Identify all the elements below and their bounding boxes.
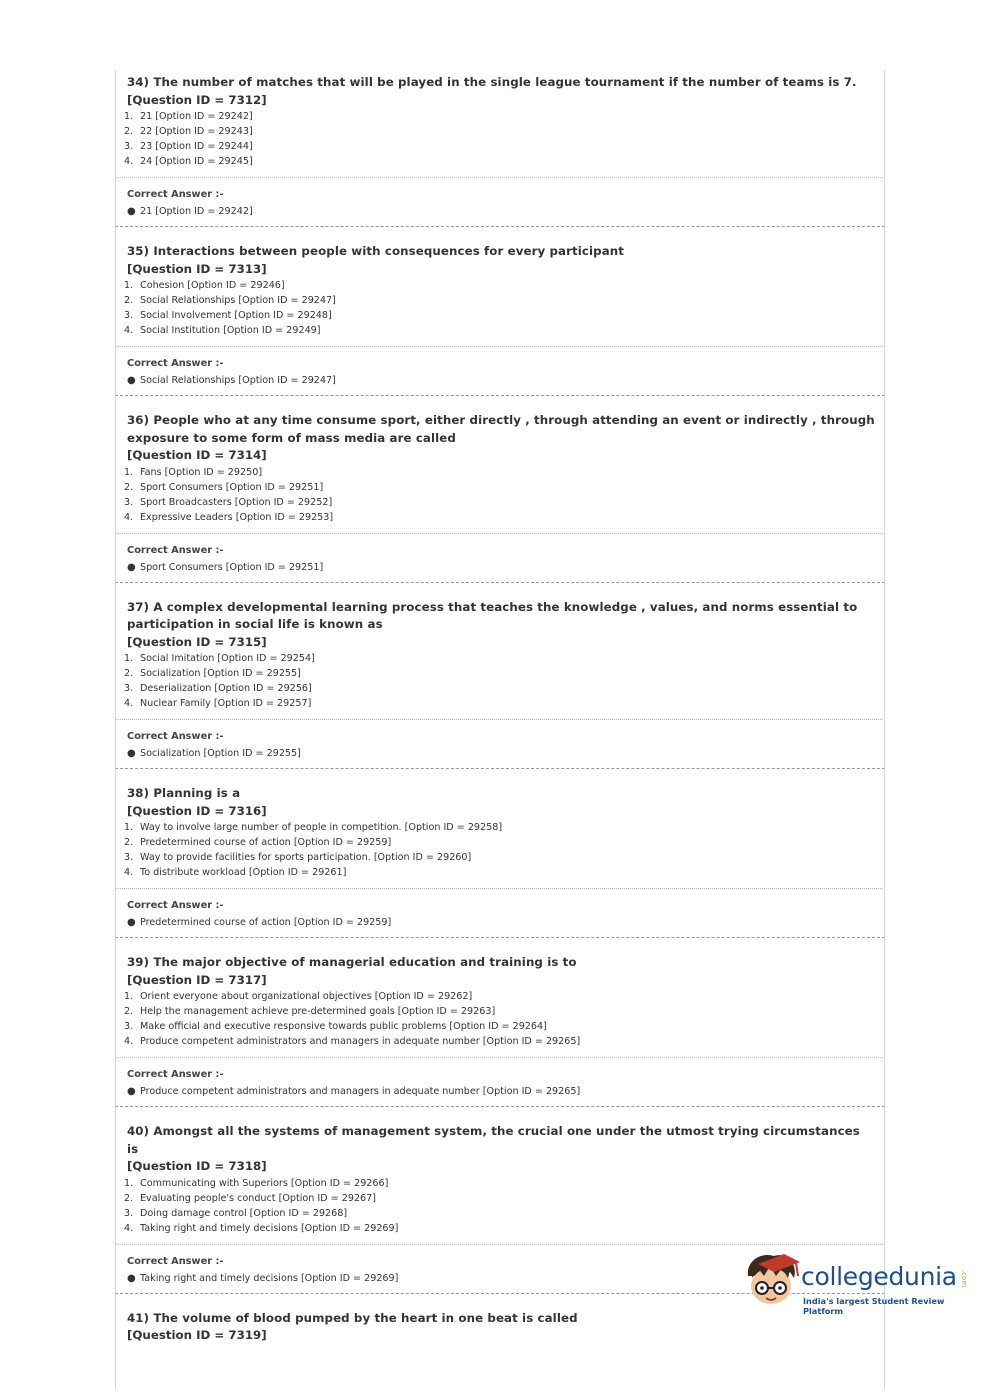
correct-answer-label: Correct Answer :- <box>127 189 224 200</box>
option-item: 2. Socialization [Option ID = 29255] <box>124 668 301 679</box>
option-item: 1. Way to involve large number of people in competition. [Option ID = 29258] <box>124 822 503 833</box>
logo-wordmark: collegedunia <box>801 1262 957 1291</box>
bullet-icon: ● <box>127 206 136 217</box>
correct-answer-value: ● Predetermined course of action [Option ID = 29259] <box>127 914 875 931</box>
correct-answer-section <box>115 347 885 393</box>
option-item: 4. To distribute workload [Option ID = 29261] <box>124 867 347 878</box>
question-id: [Question ID = 7317] <box>127 972 267 987</box>
option-item: 3. Doing damage control [Option ID = 29268] <box>124 1207 348 1219</box>
option-item: 1. 21 [Option ID = 29242] <box>124 111 253 122</box>
question-text: 41) The volume of blood pumped by the heart in one beat is called <box>127 1310 578 1325</box>
question-38 <box>115 773 885 938</box>
option-item: 3. 23 [Option ID = 29244] <box>124 141 253 152</box>
correct-answer-value: ● Taking right and timely decisions [Option ID = 29269] <box>127 1270 875 1287</box>
collegedunia-logo <box>740 1248 970 1318</box>
question-35 <box>115 231 885 396</box>
options-list <box>124 465 875 525</box>
question-text: 36) People who at any time consume sport, either directly , through attending an event or indirectly , through exposure to some form of mass media are called <box>127 413 875 445</box>
question-id: [Question ID = 7314] <box>127 448 267 462</box>
question-divider <box>115 937 885 938</box>
correct-answer-label: Correct Answer :- <box>127 1255 224 1267</box>
correct-answer-label: Correct Answer :- <box>127 731 224 742</box>
bullet-icon: ● <box>127 748 136 759</box>
option-item: 2. 22 [Option ID = 29243] <box>124 126 253 137</box>
correct-answer-section <box>115 720 885 766</box>
option-item: 2. Social Relationships [Option ID = 29247] <box>124 295 336 306</box>
correct-answer-section <box>115 178 885 224</box>
correct-answer-label: Correct Answer :- <box>127 544 224 556</box>
option-item: 2. Evaluating people's conduct [Option ID = 29267] <box>124 1192 377 1204</box>
correct-answer-value: ● Sport Consumers [Option ID = 29251] <box>127 559 875 576</box>
option-item: 4. Taking right and timely decisions [Option ID = 29269] <box>124 1222 399 1234</box>
correct-answer-value: ● Produce competent administrators and managers in adequate number [Option ID = 29265] <box>127 1083 875 1100</box>
bullet-icon: ● <box>127 1086 136 1097</box>
mascot-icon <box>740 1250 802 1314</box>
option-item: 4. Nuclear Family [Option ID = 29257] <box>124 698 312 709</box>
question-36 <box>115 400 885 583</box>
correct-answer-section <box>115 889 885 935</box>
option-item: 2. Sport Consumers [Option ID = 29251] <box>124 481 324 493</box>
option-item: 3. Deserialization [Option ID = 29256] <box>124 683 312 694</box>
option-item: 4. Expressive Leaders [Option ID = 29253] <box>124 511 334 523</box>
question-39 <box>115 942 885 1107</box>
question-id: [Question ID = 7318] <box>127 1159 267 1173</box>
question-divider <box>115 768 885 769</box>
option-item: 2. Help the management achieve pre-determined goals [Option ID = 29263] <box>124 1006 496 1017</box>
correct-answer-section <box>115 1058 885 1104</box>
option-item: 4. 24 [Option ID = 29245] <box>124 156 253 167</box>
question-divider <box>115 395 885 396</box>
option-item: 1. Orient everyone about organizational objectives [Option ID = 29262] <box>124 991 473 1002</box>
option-item: 1. Cohesion [Option ID = 29246] <box>124 280 285 291</box>
correct-answer-value: ● Socialization [Option ID = 29255] <box>127 745 875 762</box>
option-item: 1. Social Imitation [Option ID = 29254] <box>124 653 315 664</box>
question-id: [Question ID = 7319] <box>127 1328 267 1342</box>
question-divider <box>115 226 885 227</box>
bullet-icon: ● <box>127 375 136 386</box>
bullet-icon: ● <box>127 1272 136 1284</box>
question-text: 34) The number of matches that will be played in the single league tournament if the number of teams is 7. <box>127 75 857 89</box>
option-item: 1. Fans [Option ID = 29250] <box>124 466 263 478</box>
options-list <box>124 820 875 880</box>
question-divider <box>115 582 885 583</box>
logo-suffix: .com <box>960 1270 968 1288</box>
question-text: 38) Planning is a <box>127 786 241 800</box>
correct-answer-value: ● Social Relationships [Option ID = 29247] <box>127 372 875 389</box>
option-item: 4. Social Institution [Option ID = 29249] <box>124 325 321 336</box>
question-text: 37) A complex developmental learning process that teaches the knowledge , values, and norms essential to participation in social life is known as <box>127 599 858 631</box>
options-list <box>124 651 875 711</box>
option-item: 3. Make official and executive responsive towards public problems [Option ID = 29264] <box>124 1021 547 1032</box>
option-item: 3. Social Involvement [Option ID = 29248] <box>124 310 332 321</box>
option-item: 4. Produce competent administrators and managers in adequate number [Option ID = 29265] <box>124 1036 581 1047</box>
correct-answer-value: ● 21 [Option ID = 29242] <box>127 203 875 220</box>
option-item: 2. Predetermined course of action [Option ID = 29259] <box>124 837 392 848</box>
question-id: [Question ID = 7313] <box>127 261 267 276</box>
question-34 <box>115 70 885 227</box>
options-list <box>124 109 875 169</box>
question-paper-page <box>115 70 885 1349</box>
option-item: 1. Communicating with Superiors [Option ID = 29266] <box>124 1177 389 1189</box>
question-id: [Question ID = 7312] <box>127 92 267 107</box>
correct-answer-label: Correct Answer :- <box>127 1069 224 1080</box>
logo-tagline: India's largest Student Review Platform <box>803 1296 945 1316</box>
bullet-icon: ● <box>127 917 136 928</box>
question-divider <box>115 1106 885 1107</box>
question-text: 35) Interactions between people with consequences for every participant <box>127 244 624 258</box>
correct-answer-label: Correct Answer :- <box>127 358 224 369</box>
correct-answer-section <box>115 534 885 580</box>
bullet-icon: ● <box>127 561 136 573</box>
question-37 <box>115 587 885 770</box>
question-id: [Question ID = 7316] <box>127 803 267 818</box>
option-item: 3. Sport Broadcasters [Option ID = 29252] <box>124 496 333 508</box>
correct-answer-label: Correct Answer :- <box>127 900 224 911</box>
question-id: [Question ID = 7315] <box>127 634 267 649</box>
options-list <box>124 1176 875 1236</box>
option-item: 3. Way to provide facilities for sports participation. [Option ID = 29260] <box>124 852 472 863</box>
question-text: 40) Amongst all the systems of management system, the crucial one under the utmost trying circumstances is <box>127 1124 860 1156</box>
options-list <box>124 989 875 1049</box>
options-list <box>124 278 875 338</box>
question-text: 39) The major objective of managerial education and training is to <box>127 955 577 969</box>
